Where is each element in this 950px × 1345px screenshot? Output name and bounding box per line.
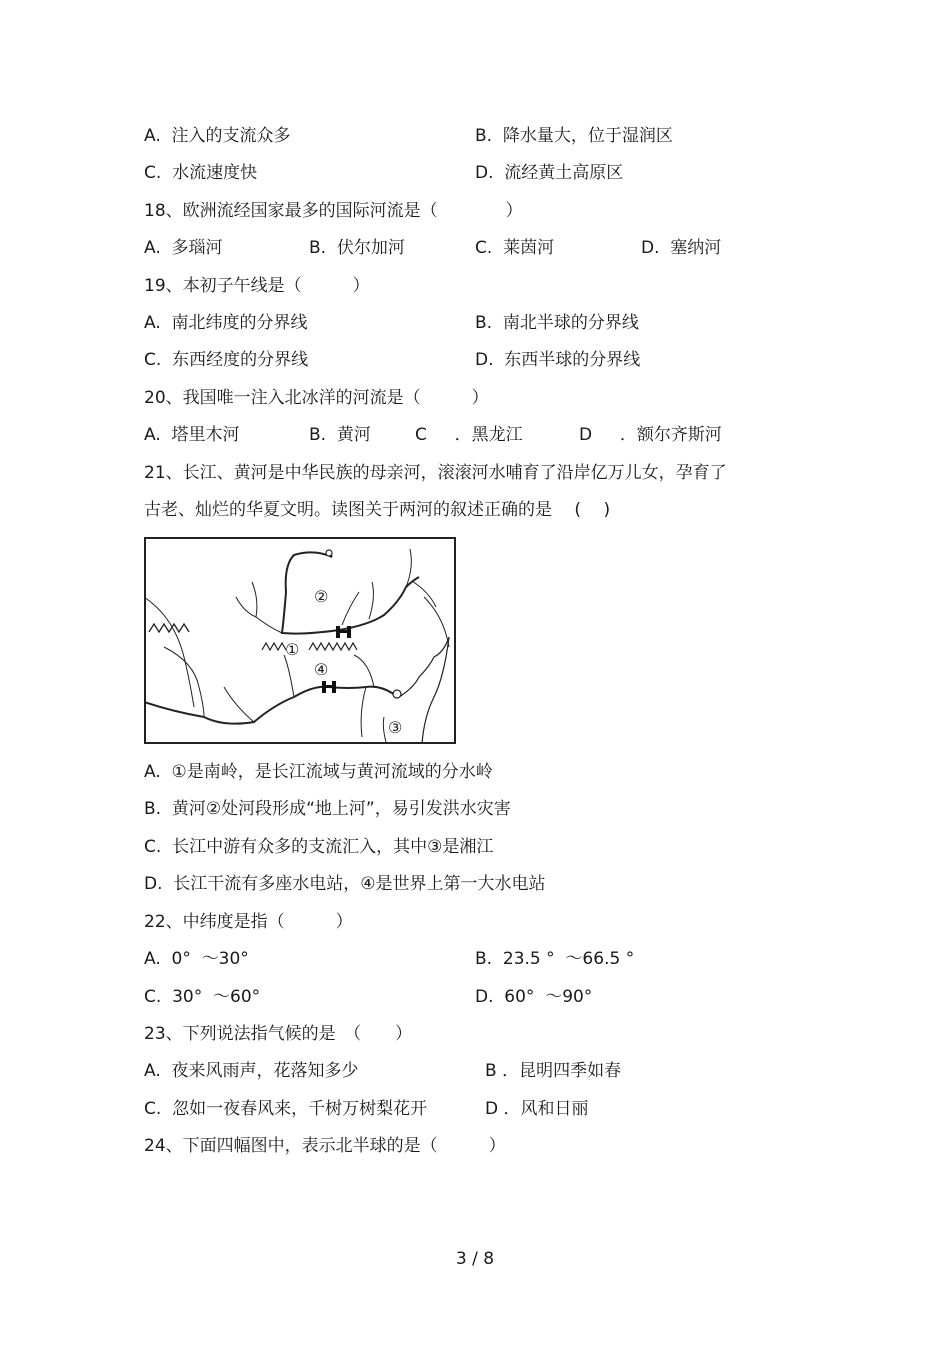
q18-option-b: B. 伏尔加河 (309, 238, 405, 258)
map-label-4: ④ (314, 660, 329, 679)
q18-option-c: C. 莱茵河 (475, 238, 555, 258)
q18-option-a: A. 多瑙河 (144, 238, 223, 258)
map-label-2: ② (314, 587, 329, 606)
q22-option-c: C. 30° ～60° (144, 987, 261, 1007)
q19-option-a: A. 南北纬度的分界线 (144, 313, 308, 333)
q18-stem: 18、欧洲流经国家最多的国际河流是（ ） (144, 201, 523, 221)
map-label-1: ① (285, 640, 300, 659)
q21-stem-line2: 古老、灿烂的华夏文明。读图关于两河的叙述正确的是 ( ) (144, 500, 611, 520)
q20-option-d: D ．额尔齐斯河 (579, 425, 722, 445)
q17-option-a: A. 注入的支流众多 (144, 126, 291, 146)
river-basin-map (144, 537, 456, 744)
q18-option-d: D. 塞纳河 (641, 238, 722, 258)
q23-option-a: A. 夜来风雨声，花落知多少 (144, 1061, 359, 1081)
q23-option-c: C. 忽如一夜春风来，千树万树梨花开 (144, 1099, 428, 1119)
q17-option-b: B. 降水量大，位于湿润区 (475, 126, 673, 146)
q23-option-d: D ．风和日丽 (485, 1099, 589, 1119)
q21-option-a: A. ①是南岭，是长江流域与黄河流域的分水岭 (144, 762, 493, 782)
q20-stem: 20、我国唯一注入北冰洋的河流是（ ） (144, 388, 489, 408)
q21-option-d: D. 长江干流有多座水电站，④是世界上第一大水电站 (144, 874, 546, 894)
q23-stem: 23、下列说法指气候的是 （ ） (144, 1024, 413, 1044)
map-frame (145, 538, 455, 743)
q20-option-a: A. 塔里木河 (144, 425, 240, 445)
q19-option-c: C. 东西经度的分界线 (144, 350, 309, 370)
q20-option-c: C ．黑龙江 (415, 425, 523, 445)
q22-option-a: A. 0° ～30° (144, 949, 249, 969)
q22-option-d: D. 60° ～90° (475, 987, 593, 1007)
q19-option-d: D. 东西半球的分界线 (475, 350, 641, 370)
q22-option-b: B. 23.5 ° ～66.5 ° (475, 949, 635, 969)
page-number: 3 / 8 (455, 1249, 495, 1269)
q21-option-c: C. 长江中游有众多的支流汇入，其中③是湘江 (144, 837, 494, 857)
q24-stem: 24、下面四幅图中，表示北半球的是（ ） (144, 1136, 506, 1156)
q20-option-b: B. 黄河 (309, 425, 371, 445)
q17-option-d: D. 流经黄土高原区 (475, 163, 624, 183)
q19-option-b: B. 南北半球的分界线 (475, 313, 639, 333)
q23-option-b: B ．昆明四季如春 (485, 1061, 622, 1081)
q21-option-b: B. 黄河②处河段形成“地上河”，易引发洪水灾害 (144, 799, 511, 819)
q21-stem-line1: 21、长江、黄河是中华民族的母亲河，滚滚河水哺育了沿岸亿万儿女，孕育了 (144, 463, 727, 483)
q17-option-c: C. 水流速度快 (144, 163, 258, 183)
q22-stem: 22、中纬度是指（ ） (144, 912, 353, 932)
map-label-3: ③ (388, 718, 403, 737)
q19-stem: 19、本初子午线是（ ） (144, 276, 370, 296)
